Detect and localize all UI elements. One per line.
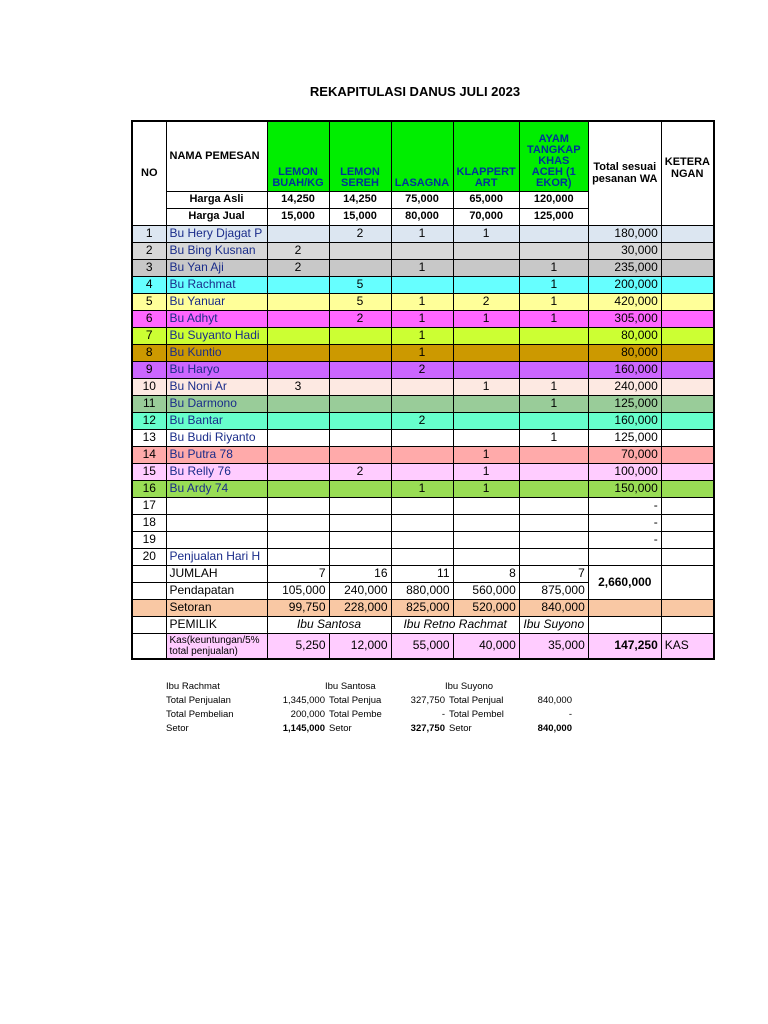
customer-name: Penjualan Hari H — [166, 548, 267, 565]
row-total: 160,000 — [588, 361, 661, 378]
order-qty — [453, 327, 519, 344]
row-number: 14 — [132, 446, 166, 463]
order-qty — [391, 429, 453, 446]
harga-jual-label: Harga Jual — [166, 208, 267, 225]
order-qty — [329, 429, 391, 446]
pendapatan-value: 105,000 — [267, 582, 329, 599]
harga-asli-value: 14,250 — [329, 191, 391, 208]
table-row — [132, 242, 714, 259]
order-qty — [267, 276, 329, 293]
order-qty — [519, 412, 588, 429]
header-keterangan: KETERA NGAN — [661, 121, 713, 225]
table-row — [132, 259, 714, 276]
row-keterangan — [661, 446, 713, 463]
row-number: 3 — [132, 259, 166, 276]
row-total: 125,000 — [588, 429, 661, 446]
row-keterangan — [661, 225, 713, 242]
row-keterangan — [661, 531, 713, 548]
table-row — [132, 531, 714, 548]
grand-total: 2,660,000 — [588, 565, 661, 599]
summary-value: - — [441, 709, 445, 720]
row-number: 18 — [132, 514, 166, 531]
order-qty — [519, 497, 588, 514]
order-qty — [329, 548, 391, 565]
customer-name — [166, 531, 267, 548]
order-qty: 1 — [453, 463, 519, 480]
row-number: 7 — [132, 327, 166, 344]
order-qty — [267, 514, 329, 531]
table-row — [132, 361, 714, 378]
order-qty: 1 — [453, 378, 519, 395]
kas-total: 147,250 — [588, 633, 661, 659]
jumlah-label: JUMLAH — [166, 565, 267, 582]
order-qty: 1 — [391, 327, 453, 344]
pendapatan-value: 875,000 — [519, 582, 588, 599]
order-qty — [453, 395, 519, 412]
order-qty — [519, 446, 588, 463]
order-qty — [391, 395, 453, 412]
customer-name — [166, 514, 267, 531]
order-qty — [519, 480, 588, 497]
order-qty — [453, 242, 519, 259]
order-qty — [519, 514, 588, 531]
table-row — [132, 327, 714, 344]
customer-name: Bu Yanuar — [166, 293, 267, 310]
order-qty — [267, 463, 329, 480]
summary-value: 327,750 — [410, 695, 445, 706]
row-total: 235,000 — [588, 259, 661, 276]
harga-jual-value: 80,000 — [391, 208, 453, 225]
order-qty — [453, 344, 519, 361]
table-row — [132, 412, 714, 429]
row-total: - — [588, 497, 661, 514]
order-qty — [519, 327, 588, 344]
kas-keterangan: KAS — [661, 633, 713, 659]
summary-label: Setor — [449, 723, 472, 734]
row-total: 150,000 — [588, 480, 661, 497]
row-number: 11 — [132, 395, 166, 412]
order-qty: 2 — [329, 310, 391, 327]
summary-value: - — [568, 709, 572, 720]
table-row — [132, 378, 714, 395]
summary-table — [166, 680, 572, 736]
table-row — [132, 446, 714, 463]
order-qty: 5 — [329, 293, 391, 310]
order-qty — [391, 463, 453, 480]
order-qty: 2 — [391, 412, 453, 429]
row-total: 70,000 — [588, 446, 661, 463]
table-row — [132, 463, 714, 480]
summary-name: Ibu Rachmat — [166, 681, 220, 692]
row-total: 305,000 — [588, 310, 661, 327]
order-qty — [391, 242, 453, 259]
order-qty — [453, 548, 519, 565]
order-qty: 1 — [519, 310, 588, 327]
order-qty: 2 — [267, 259, 329, 276]
table-row — [132, 429, 714, 446]
table-row — [132, 480, 714, 497]
summary-label: Total Pembe — [329, 709, 382, 720]
order-qty: 2 — [391, 361, 453, 378]
order-qty: 1 — [519, 378, 588, 395]
order-qty — [329, 514, 391, 531]
customer-name: Bu Yan Aji — [166, 259, 267, 276]
order-qty — [329, 242, 391, 259]
row-number: 5 — [132, 293, 166, 310]
customer-name: Bu Kuntio — [166, 344, 267, 361]
header-product: LEMON BUAH/KG — [267, 121, 329, 191]
row-keterangan — [661, 514, 713, 531]
order-qty — [267, 429, 329, 446]
customer-name: Bu Haryo — [166, 361, 267, 378]
table-row — [132, 395, 714, 412]
row-keterangan — [661, 378, 713, 395]
order-qty — [391, 276, 453, 293]
order-qty — [267, 225, 329, 242]
row-keterangan — [661, 310, 713, 327]
order-qty: 1 — [391, 293, 453, 310]
summary-value: 840,000 — [537, 695, 572, 706]
row-number: 9 — [132, 361, 166, 378]
order-qty — [267, 548, 329, 565]
row-keterangan — [661, 548, 713, 565]
order-qty — [329, 378, 391, 395]
table-row — [132, 497, 714, 514]
harga-jual-value: 125,000 — [519, 208, 588, 225]
row-keterangan — [661, 293, 713, 310]
customer-name: Bu Darmono — [166, 395, 267, 412]
row-number: 13 — [132, 429, 166, 446]
summary-value: 1,345,000 — [282, 695, 325, 706]
customer-name: Bu Ardy 74 — [166, 480, 267, 497]
header-no: NO — [132, 121, 166, 225]
setoran-label: Setoran — [166, 599, 267, 616]
row-keterangan — [661, 497, 713, 514]
order-qty: 3 — [267, 378, 329, 395]
harga-jual-value: 70,000 — [453, 208, 519, 225]
row-keterangan — [661, 242, 713, 259]
customer-name — [166, 497, 267, 514]
harga-asli-value: 75,000 — [391, 191, 453, 208]
setoran-value: 228,000 — [329, 599, 391, 616]
row-number: 12 — [132, 412, 166, 429]
order-qty — [453, 412, 519, 429]
customer-name: Bu Noni Ar — [166, 378, 267, 395]
harga-asli-value: 120,000 — [519, 191, 588, 208]
summary-value: 327,750 — [410, 723, 445, 734]
summary-name: Ibu Santosa — [325, 681, 376, 692]
order-qty — [453, 497, 519, 514]
order-qty — [453, 361, 519, 378]
order-qty: 1 — [391, 259, 453, 276]
table-row — [132, 225, 714, 242]
order-qty — [519, 463, 588, 480]
row-number: 4 — [132, 276, 166, 293]
summary-label: Total Pembel — [449, 709, 504, 720]
order-qty — [267, 344, 329, 361]
order-qty: 2 — [329, 225, 391, 242]
row-number: 20 — [132, 548, 166, 565]
order-qty — [267, 497, 329, 514]
row-keterangan — [661, 259, 713, 276]
harga-asli-value: 65,000 — [453, 191, 519, 208]
summary-label: Setor — [166, 723, 189, 734]
order-qty: 1 — [391, 225, 453, 242]
order-qty: 2 — [267, 242, 329, 259]
row-keterangan — [661, 344, 713, 361]
kas-value: 5,250 — [267, 633, 329, 659]
order-qty — [329, 344, 391, 361]
summary-value: 200,000 — [290, 709, 325, 720]
order-qty — [267, 480, 329, 497]
order-qty: 1 — [453, 310, 519, 327]
order-qty — [453, 514, 519, 531]
row-number: 1 — [132, 225, 166, 242]
customer-name: Bu Rachmat — [166, 276, 267, 293]
order-qty — [329, 361, 391, 378]
order-qty — [329, 395, 391, 412]
row-keterangan — [661, 327, 713, 344]
order-qty — [453, 531, 519, 548]
order-qty — [391, 446, 453, 463]
row-total: 240,000 — [588, 378, 661, 395]
pendapatan-value: 880,000 — [391, 582, 453, 599]
jumlah-value: 8 — [453, 565, 519, 582]
owner-name: Ibu Suyono — [519, 616, 588, 633]
order-qty — [267, 361, 329, 378]
kas-value: 55,000 — [391, 633, 453, 659]
order-qty: 1 — [519, 395, 588, 412]
order-qty — [329, 480, 391, 497]
order-qty — [391, 531, 453, 548]
table-row — [132, 344, 714, 361]
row-number: 8 — [132, 344, 166, 361]
header-product: KLAPPERT ART — [453, 121, 519, 191]
order-qty: 5 — [329, 276, 391, 293]
table-row — [132, 310, 714, 327]
order-qty — [453, 429, 519, 446]
order-qty — [391, 548, 453, 565]
pemilik-label: PEMILIK — [166, 616, 267, 633]
row-total: 180,000 — [588, 225, 661, 242]
order-qty: 1 — [519, 293, 588, 310]
row-total: 125,000 — [588, 395, 661, 412]
header-product: AYAM TANGKAP KHAS ACEH (1 EKOR) — [519, 121, 588, 191]
table-row — [132, 276, 714, 293]
order-qty — [453, 276, 519, 293]
page-title: REKAPITULASI DANUS JULI 2023 — [309, 84, 521, 99]
order-qty — [329, 259, 391, 276]
summary-label: Setor — [329, 723, 352, 734]
row-number: 10 — [132, 378, 166, 395]
customer-name: Bu Bantar — [166, 412, 267, 429]
row-total: - — [588, 514, 661, 531]
table-row — [132, 293, 714, 310]
row-total: 420,000 — [588, 293, 661, 310]
order-qty — [267, 412, 329, 429]
jumlah-value: 11 — [391, 565, 453, 582]
summary-label: Total Penjual — [449, 695, 504, 706]
row-keterangan — [661, 429, 713, 446]
summary-label: Total Pembelian — [166, 709, 234, 720]
order-qty: 1 — [391, 480, 453, 497]
customer-name: Bu Budi Riyanto — [166, 429, 267, 446]
customer-name: Bu Adhyt — [166, 310, 267, 327]
row-total: 160,000 — [588, 412, 661, 429]
setoran-value: 99,750 — [267, 599, 329, 616]
order-qty — [267, 310, 329, 327]
row-number: 16 — [132, 480, 166, 497]
kas-value: 40,000 — [453, 633, 519, 659]
setoran-value: 840,000 — [519, 599, 588, 616]
setoran-value: 520,000 — [453, 599, 519, 616]
row-total: 200,000 — [588, 276, 661, 293]
order-qty: 1 — [519, 259, 588, 276]
customer-name: Bu Putra 78 — [166, 446, 267, 463]
row-number: 17 — [132, 497, 166, 514]
jumlah-value: 7 — [519, 565, 588, 582]
summary-value: 840,000 — [537, 723, 572, 734]
row-number: 19 — [132, 531, 166, 548]
jumlah-value: 16 — [329, 565, 391, 582]
customer-name: Bu Bing Kusnan — [166, 242, 267, 259]
customer-name: Bu Suyanto Hadi — [166, 327, 267, 344]
order-qty — [329, 412, 391, 429]
row-total: 80,000 — [588, 344, 661, 361]
order-qty: 2 — [329, 463, 391, 480]
order-qty — [391, 514, 453, 531]
order-qty: 1 — [519, 276, 588, 293]
kas-value: 12,000 — [329, 633, 391, 659]
row-number: 6 — [132, 310, 166, 327]
setoran-value: 825,000 — [391, 599, 453, 616]
order-qty — [519, 548, 588, 565]
header-total: Total sesuai pesanan WA — [588, 121, 661, 225]
summary-value: 1,145,000 — [282, 723, 325, 734]
recap-table — [131, 120, 715, 660]
row-keterangan — [661, 412, 713, 429]
pendapatan-label: Pendapatan — [166, 582, 267, 599]
summary-label: Total Penjua — [329, 695, 382, 706]
customer-name: Bu Relly 76 — [166, 463, 267, 480]
header-nama: NAMA PEMESAN — [166, 121, 267, 191]
harga-jual-value: 15,000 — [329, 208, 391, 225]
summary-label: Total Penjualan — [166, 695, 231, 706]
row-total: 30,000 — [588, 242, 661, 259]
order-qty — [267, 327, 329, 344]
order-qty — [267, 395, 329, 412]
owner-name: Ibu Santosa — [267, 616, 391, 633]
row-total — [588, 548, 661, 565]
order-qty — [391, 378, 453, 395]
harga-asli-value: 14,250 — [267, 191, 329, 208]
harga-jual-value: 15,000 — [267, 208, 329, 225]
row-total: 80,000 — [588, 327, 661, 344]
order-qty — [267, 446, 329, 463]
row-keterangan — [661, 395, 713, 412]
order-qty: 1 — [519, 429, 588, 446]
order-qty — [519, 361, 588, 378]
kas-label: Kas(keuntungan/5% total penjualan) — [166, 633, 267, 659]
jumlah-value: 7 — [267, 565, 329, 582]
customer-name: Bu Hery Djagat P — [166, 225, 267, 242]
order-qty: 1 — [453, 480, 519, 497]
order-qty: 2 — [453, 293, 519, 310]
header-product: LASAGNA — [391, 121, 453, 191]
row-keterangan — [661, 480, 713, 497]
order-qty — [329, 497, 391, 514]
row-total: 100,000 — [588, 463, 661, 480]
order-qty — [519, 225, 588, 242]
order-qty — [453, 259, 519, 276]
order-qty: 1 — [453, 446, 519, 463]
kas-value: 35,000 — [519, 633, 588, 659]
owner-name: Ibu Retno Rachmat — [391, 616, 519, 633]
pendapatan-value: 560,000 — [453, 582, 519, 599]
header-product: LEMON SEREH — [329, 121, 391, 191]
order-qty: 1 — [391, 344, 453, 361]
order-qty — [519, 531, 588, 548]
summary-name: Ibu Suyono — [445, 681, 494, 692]
order-qty — [391, 497, 453, 514]
order-qty — [329, 327, 391, 344]
row-keterangan — [661, 361, 713, 378]
order-qty — [329, 531, 391, 548]
row-keterangan — [661, 276, 713, 293]
table-row — [132, 548, 714, 565]
harga-asli-label: Harga Asli — [166, 191, 267, 208]
order-qty — [267, 531, 329, 548]
order-qty — [519, 344, 588, 361]
order-qty — [519, 242, 588, 259]
row-keterangan — [661, 463, 713, 480]
pendapatan-value: 240,000 — [329, 582, 391, 599]
row-total: - — [588, 531, 661, 548]
order-qty: 1 — [391, 310, 453, 327]
row-number: 2 — [132, 242, 166, 259]
order-qty: 1 — [453, 225, 519, 242]
table-row — [132, 514, 714, 531]
order-qty — [267, 293, 329, 310]
order-qty — [329, 446, 391, 463]
row-number: 15 — [132, 463, 166, 480]
